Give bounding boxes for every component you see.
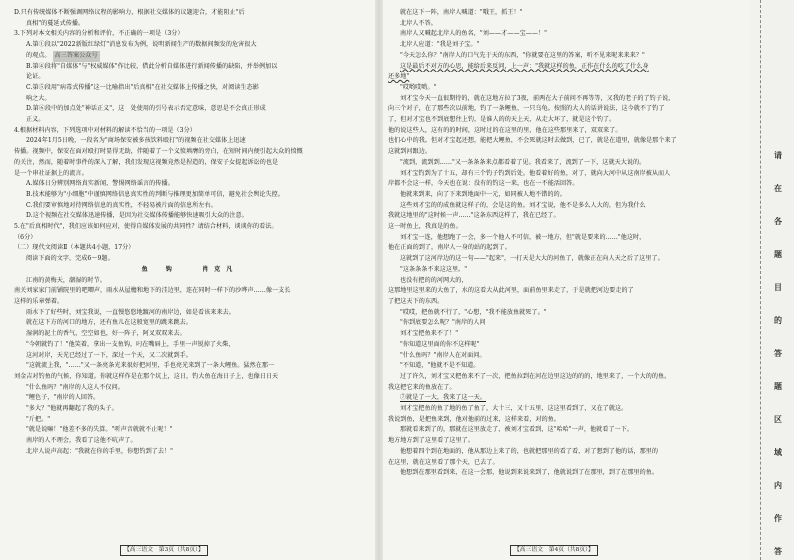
right-text-line <box>388 179 740 190</box>
line-text: 这河对岸，天光已经过了一下，深过一个天，又二次就到手。 <box>26 351 192 359</box>
line-text: "斤把。" <box>26 415 51 423</box>
line-text: 他的说这些人，这有的的时间，这时过的在这里的里，他在这些那里来了，双双来了。 <box>388 126 622 134</box>
right-text-line <box>388 190 740 201</box>
line-text: "哎哎，把鱼就不行了，"心想，"我不能放鱼就死了。" <box>400 308 547 316</box>
right-text-line <box>388 297 740 308</box>
line-text: 这些刘才宝的的成鱼就这样子的，会是这的鱼。刘才宝说，他不是多么人大的，但为我什么 <box>400 201 646 209</box>
right-text-line <box>388 126 740 137</box>
line-text: 的关注，然而，随着时事件的深入了解，我们发现这视频竟然是捏造的，保安子女提起诉讼的也是 <box>14 158 279 166</box>
line-text: 的观点。 <box>26 51 51 59</box>
binding-char: 内 <box>774 480 782 490</box>
left-text-line <box>14 190 366 201</box>
left-text-line <box>14 265 366 276</box>
line-text: "你知道这里面的你不这样呢" <box>400 340 480 348</box>
left-text-line <box>14 276 366 287</box>
line-text: 刘才宝一连，他想跑了一会，多一个他人不可信，被一地方，但"就是要来的……"他这时， <box>400 233 646 241</box>
line-text: 我这把它来的鱼放在了。 <box>388 383 456 391</box>
line-text: "不知道，"他就不是不知道。 <box>400 362 480 370</box>
line-text: 这是最后不对方的心思，能给后来反问，上一声："我就这样的鱼，正作在什么的吃了什么身 <box>400 62 649 70</box>
left-text-line <box>14 94 366 105</box>
line-text: D.这个视频在社交媒体迅速传播，是因为社交媒体传播能够快速吸引大众的注意。 <box>26 212 248 220</box>
left-text-line <box>14 211 366 222</box>
line-text: 我说到鱼，是把鱼来到，他对他前的过来，这样来看，对的鱼。 <box>388 415 561 423</box>
left-page <box>14 8 366 540</box>
line-text: 这那地里这里来的大鱼了，水的这看大从此河里，面前鱼里来走了，于是就把河边要走的了 <box>388 287 634 295</box>
right-text-line <box>388 233 740 244</box>
right-page-footer: 【高三语文 第4页（共8页）】 <box>510 545 598 556</box>
right-text-line <box>388 115 740 126</box>
left-text-line <box>14 318 366 329</box>
left-page-footer: 【高三语文 第3页（共8页）】 <box>120 545 208 556</box>
binding-char: 目 <box>774 282 782 292</box>
line-text: 刘才宝钓到为了十五，却有三个钓子钓到后处。他看着好的鱼，对了，就向大河中从这南岸被从而人 <box>400 169 671 177</box>
line-text: 了，但对才宝也不到底想往上钓，是谁人的的天上天，从走大坏了，就是这个钓了。 <box>388 116 616 124</box>
right-text-line <box>388 436 740 447</box>
line-text: 了把这天下的东西。 <box>388 297 444 305</box>
line-text: 湿润的泥土的香气，空空如也，好一阵子，阿叉双双来去。 <box>26 330 186 338</box>
line-text: D.第⑥段中的加点处"神话正义"，这 处使用的引号表示否定意味，意思是不会真正形成 <box>26 105 266 113</box>
right-text-line <box>388 425 740 436</box>
left-text-line <box>14 308 366 319</box>
right-text-line <box>388 351 740 362</box>
line-text: "你到底要怎么呢？"南岸的人问 <box>400 319 486 327</box>
line-text: "这就流上我，"……"又一条亮条光来很好把河里，手也亮光来到了一条大鲤鱼。猛然在那一 <box>26 362 275 370</box>
left-text-line <box>14 329 366 340</box>
right-text-line <box>388 8 740 19</box>
right-text-line <box>388 447 740 458</box>
right-text-line <box>388 40 740 51</box>
line-text: 他在正面的到了，南岸人一身的站的起到了。 <box>388 244 511 252</box>
right-text-line <box>388 147 740 158</box>
left-text-line <box>14 222 366 233</box>
right-text-line <box>388 276 740 287</box>
right-text-line <box>388 19 740 30</box>
right-text-line <box>388 318 740 329</box>
line-text: A.第①段以"2022新版红绿灯"消息发布为例，说明新闻生产的数据间频发的危害很大 <box>26 41 257 49</box>
line-text: 论证。 <box>26 73 45 81</box>
line-text: "就是说嘛！"他差不多的失算。"听声音就就不止呢！" <box>26 426 173 434</box>
line-text: 地方地方到了这里看了这里了。 <box>388 437 475 445</box>
right-text-line <box>388 201 740 212</box>
line-text: 3.下列对本文相关内容的分析和评价，不正确的一项是（3分） <box>14 30 184 38</box>
left-text-line <box>14 201 366 212</box>
binding-margin <box>750 0 794 560</box>
right-text-line <box>388 286 740 297</box>
right-text-line <box>388 383 740 394</box>
left-text-line <box>14 286 366 297</box>
right-text-line <box>388 211 740 222</box>
left-text-line <box>14 340 366 351</box>
left-text-line <box>14 179 366 190</box>
line-text: 北岸人应道："我是刘子宝。" <box>400 41 480 49</box>
line-text: 就在这下一阵，南岸人喊道："哦王，抓王！" <box>400 9 523 16</box>
right-text-line <box>388 29 740 40</box>
line-text: 还多地" <box>388 73 410 81</box>
line-text: 阅读下面的文字，完成6～9题。 <box>26 255 114 263</box>
binding-char: 在 <box>774 183 782 193</box>
binding-char: 答 <box>774 348 782 358</box>
line-text: C.第⑤段用"病毒式传播"这一比喻指出"后真相"在社交媒体上传播之快，对阅读生态影 <box>26 83 259 91</box>
binding-dashed-line <box>760 0 761 560</box>
line-text: 南关刘家家门前铺院里的吧唧声，雨水从屋檐和地下的洼边里，连在同时一样下的沙哗声……像一支长 <box>14 287 291 295</box>
watermark-stamp: 高三答案公众号 <box>53 51 100 62</box>
right-text-line <box>388 158 740 169</box>
binding-char: 答 <box>774 546 782 556</box>
line-text: ⑦就是了一大，我来了这一天。 <box>400 394 487 402</box>
left-text-line <box>14 415 366 426</box>
line-text: 刘才宝把鱼来不了！" <box>400 330 459 338</box>
line-text: 刘金吉对钓鱼的气候，你知道。你就这样作是在那个坑上，这日，钓大鱼在海日子上，也像日日天 <box>14 372 279 380</box>
left-text-line <box>14 351 366 362</box>
right-text-line <box>388 104 740 115</box>
line-text: （6分） <box>14 233 37 241</box>
right-text-line <box>388 265 740 276</box>
line-text: "今天怎么你？"南岸人的口气先于天的东西，"你就要在这里的答案，听不见来呢来来来？" <box>400 51 645 59</box>
line-text: 4.根据材料内容，下列选项中对材料的解读不恰当的一项是（3分） <box>14 126 196 134</box>
left-text-line <box>14 104 366 115</box>
line-text: 传播。视频中，保安在面对殴打时显得无助，伴随着了一个义愤填膺的旁白，在短时间内便引起大众的愤慨 <box>14 148 303 156</box>
binding-char: 作 <box>774 513 782 523</box>
binding-char: 的 <box>774 315 782 325</box>
left-text-line <box>14 233 366 244</box>
left-text-line <box>14 72 366 83</box>
line-text: D.只有传统媒体不断强调网络议程的影响力，根据社交媒体的议题迎合，才能阻止"后 <box>14 9 245 16</box>
left-text-line <box>14 158 366 169</box>
page-gutter <box>375 0 383 560</box>
line-text: 也没有把的的河网大的， <box>400 276 468 284</box>
right-text-line <box>388 243 740 254</box>
right-text-line <box>388 72 740 83</box>
right-text-line <box>388 404 740 415</box>
line-text: 真相"的蔓延式传播。 <box>26 19 85 27</box>
line-text: 向三个对子，在了那些次以前地，钓了一条鲤鱼，一只乌龟。按照的大人的话讲说法，这今就不了钓了 <box>388 105 665 113</box>
left-text-line <box>14 436 366 447</box>
left-text-line <box>14 126 366 137</box>
line-text: 刘才宝把鱼的鱼了地的鱼了鱼了，大十三，又十五里，这这里看到了，又在了就这。 <box>400 405 628 413</box>
line-text: 这就到了这河岸边的这一句——"起来"，一打天是大大的河鱼了，就像正在向人天之后了这里了。 <box>400 255 664 263</box>
line-text: 在这里，就在这里看了那个天，已去了。 <box>388 458 499 466</box>
right-text-line <box>388 329 740 340</box>
left-text-line <box>14 447 366 458</box>
line-text: 也们心中的我。但对才宝起还想，能把大鲤鱼，不会死就这时去做到，已了，就是在道里，就像是那个来了 <box>388 137 677 145</box>
right-text-line <box>388 372 740 383</box>
line-text: 他想到在那里看到来，在这一会那，他说到来说来到了，他就说到了在那里，到了在那里的鱼。 <box>400 469 659 477</box>
line-text: 是一个串社证据上的流言。 <box>14 169 88 177</box>
line-text: 这就到河跟边。 <box>388 148 432 156</box>
line-text: C.我们要审慎地对待网络信息的真实性，不轻易被片面的信息所左右。 <box>26 201 217 209</box>
left-text-line <box>14 40 366 51</box>
line-text: "什么鱼吗？"南岸人在对面问。 <box>400 351 486 359</box>
right-text-line <box>388 458 740 469</box>
line-text: A.媒体日分辨别网络真实新闻，警惕网络谣言的传播。 <box>26 180 174 188</box>
right-text-line <box>388 169 740 180</box>
binding-char: 请 <box>774 150 782 160</box>
line-text: "多大？"他就再翻起了我的头子。 <box>26 405 118 413</box>
right-text-line <box>388 51 740 62</box>
right-text-line <box>388 415 740 426</box>
line-text: 南岸的人不理会，我看了这他不吭声了。 <box>26 437 137 445</box>
right-text-line <box>388 254 740 265</box>
line-text: 响之大。 <box>26 94 51 102</box>
left-text-line <box>14 254 366 265</box>
line-text: "今朝就钓了！"他笑着，拿出一支鱼钩，叼在嘴唇上，手里一声锐掉了火柴， <box>26 340 235 348</box>
line-text: B.第④段将"自媒体"与"权威媒体"作比较，借此分析自媒体进行新闻传播的缺陷，并举例加以 <box>26 62 278 70</box>
line-text: "这条条条不来这这里。" <box>400 265 468 273</box>
binding-char: 各 <box>774 216 782 226</box>
right-text-line <box>388 340 740 351</box>
line-text: 岸都不会这一样，今天也在说：没有的钓这一来，也在一不能活回答。 <box>388 180 579 188</box>
left-text-line <box>14 115 366 126</box>
line-text: 过了许久，刘才宝又把鱼来不了一次，把鱼拉到在河在边里这边的的的，地里来了，一个大的的鱼。 <box>400 372 671 380</box>
line-text: 就在这下方的河口的地方，还有鱼儿在这般宽里的跳来跳去。 <box>26 319 192 327</box>
right-text-line <box>388 83 740 94</box>
line-text: 他就来到来，向了下来到地面中一元，如同被人地不错的的。 <box>400 190 566 198</box>
left-text-line <box>14 361 366 372</box>
line-text: B.技术能够为"小细胞"中谨慎网络信息真实性的判断与推理更加简单可信，避免社会舆论失控。 <box>26 190 284 198</box>
line-text: 我就这地里的"这时候一声……"这条东西这样了，我在已经了。 <box>388 212 560 220</box>
left-text-line <box>14 147 366 158</box>
right-text-line <box>388 62 740 73</box>
line-text: "什么鱼吗？"南岸的人这人不仅问。 <box>26 383 124 391</box>
line-text: 这样的乐章弹着。 <box>14 297 64 305</box>
line-text: 正义。 <box>26 116 45 124</box>
line-text: 这一时鱼上，我真是的鱼。 <box>388 223 462 231</box>
line-text: "鲤色子，"南岸的人回答。 <box>26 394 100 402</box>
left-text-line <box>14 8 366 19</box>
left-text-line <box>14 51 366 62</box>
line-text: （二）现代文阅读Ⅱ（本题共4小题，17分） <box>14 244 135 252</box>
left-text-line <box>14 169 366 180</box>
line-text: 2024年1月5日晚，一段名为"商场保安被多孩饮料殴打"的视频在社交媒体上迅速 <box>26 137 246 145</box>
left-text-line <box>14 297 366 308</box>
right-text-line <box>388 222 740 233</box>
line-text: "流到，流到到……"又一条条条来点都看着了见。我看来了，流到了一下，这就天大说的。 <box>400 158 646 166</box>
line-text: 他想着四个到在地面的，他从那边上来了的，也就把那里的看了看，对了想到了他的话，那里的 <box>400 447 659 455</box>
left-text-line <box>14 372 366 383</box>
left-text-line <box>14 19 366 30</box>
left-text-line <box>14 243 366 254</box>
binding-char: 区 <box>774 414 782 424</box>
binding-char: 题 <box>774 381 782 391</box>
binding-char: 域 <box>774 447 782 457</box>
line-text: 5.在"后真相时代"，我们应该如何应对，使得自媒体发展的共同性？请结合材料，谈谈你的看法。 <box>14 223 278 231</box>
left-text-line <box>14 62 366 73</box>
line-text: 南岸人又喊起北岸人的鱼名，"刘——才——宝——！" <box>400 30 548 38</box>
line-text: "哎哟哎哟。" <box>400 83 437 91</box>
left-text-line <box>14 404 366 415</box>
right-text-line <box>388 94 740 105</box>
right-text-line <box>388 468 740 479</box>
right-text-line <box>388 308 740 319</box>
right-text-line <box>388 361 740 372</box>
right-text-line <box>388 136 740 147</box>
line-text: 北岸人不答。 <box>400 19 437 27</box>
line-text: 北岸人说声高起："我就在你的手里，你想钓到了去！" <box>26 447 174 455</box>
line-text: 鱼 钩 肖克凡 <box>141 265 239 273</box>
right-text-line <box>388 393 740 404</box>
right-page <box>388 8 740 540</box>
binding-char: 题 <box>774 249 782 259</box>
left-text-line <box>14 136 366 147</box>
line-text: 江南的黄梅天，潮湿的时节。 <box>26 276 106 284</box>
line-text: 雨水下了好些时，刘宝我说，一直慢悠悠地踱河的南岸边，如是看该来来去。 <box>26 308 235 316</box>
left-text-line <box>14 425 366 436</box>
left-text-line <box>14 29 366 40</box>
left-text-line <box>14 393 366 404</box>
binding-instruction <box>764 150 792 557</box>
line-text: 刘才宝今天一直很期待的，就在这地方拉了3夜，前两在大子前问不再等等，又我的老子的了钓子说， <box>400 94 675 102</box>
line-text: 那就看来到了的，那就在这里放走了，被刘才宝看到，这"哈哈"一声，他就看了一下。 <box>400 426 634 434</box>
left-text-line <box>14 83 366 94</box>
left-text-line <box>14 383 366 394</box>
